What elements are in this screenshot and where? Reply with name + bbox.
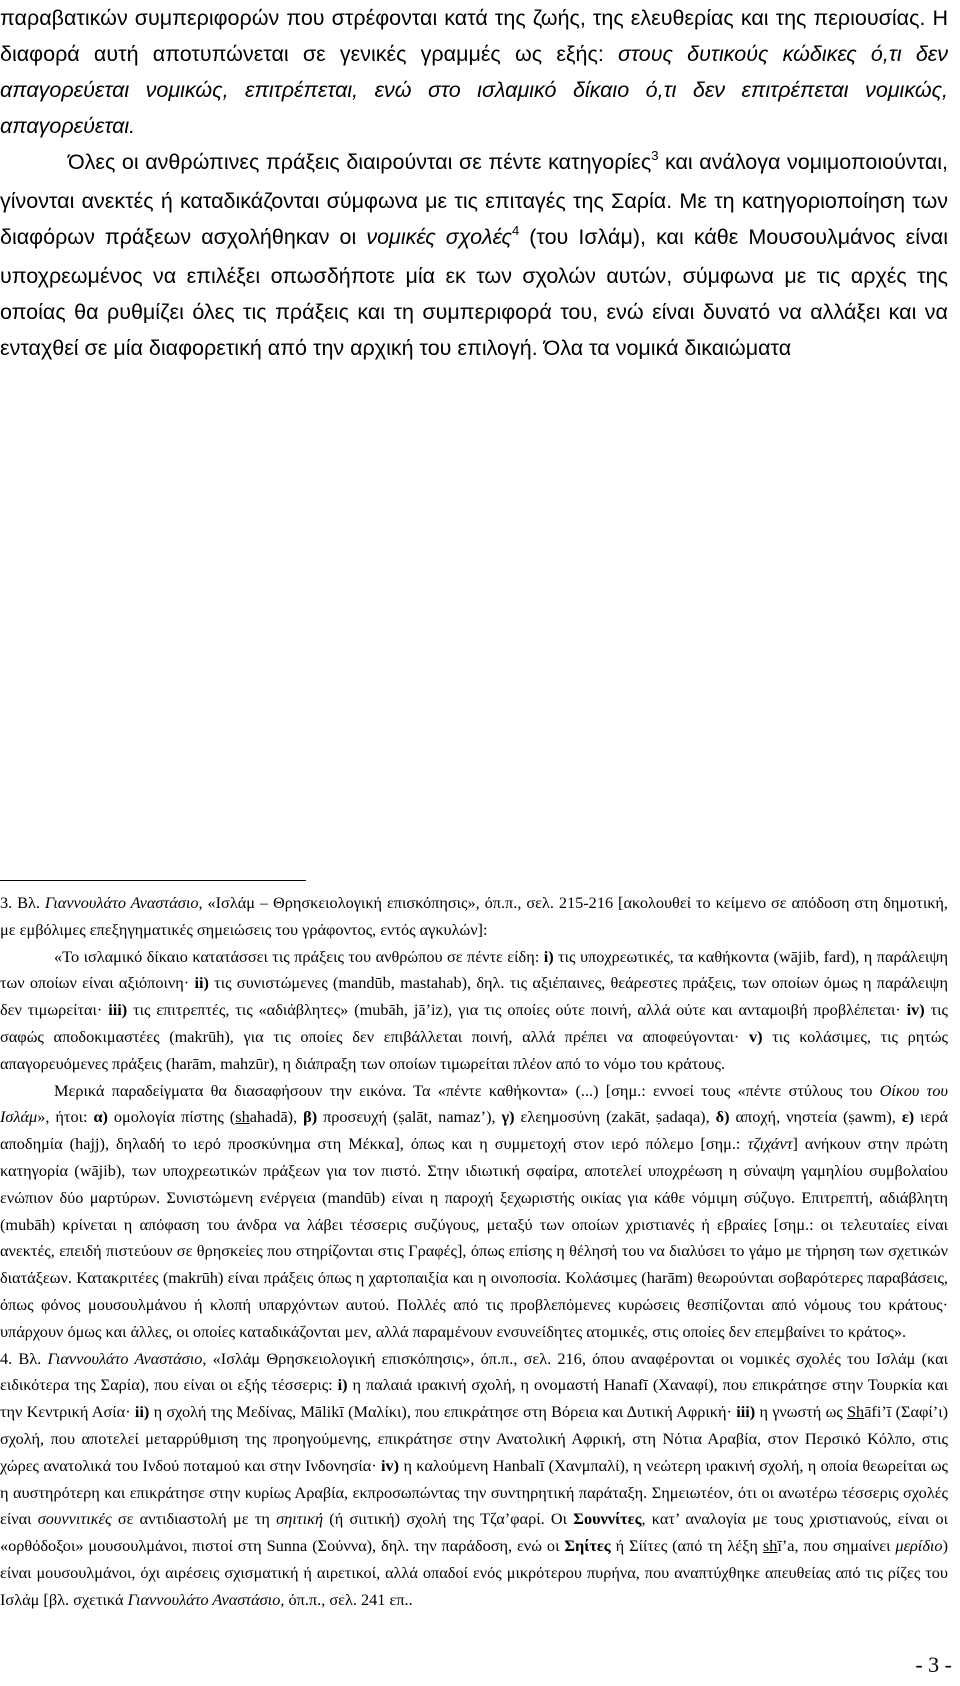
- text-run: āfi’ī (Σαφί’ι) σχολή, που αποτελεί μεταρρύθμιση της προηγούμενης, επικράτησε στην Ανατολική Αφρική, στη Νότια Αραβία, στον Περσικό Κόλπο, στις χώρες ανατολικά του Ινδού ποταμού και στην Ινδονησία·: [0, 1402, 949, 1475]
- text-run: τις υποχρεωτικές, τα καθήκοντα (wājib, fard), η παράλειψη των οποίων είναι αξιόποινη·: [0, 946, 948, 993]
- text-run: σε αντιδιαστολή με τη: [111, 1509, 277, 1529]
- text-run: ] ανήκουν στην πρώτη κατηγορία (wājib), των υποχρεωτικών πράξεων για τον πιστό. Στην ιδιωτική σφαίρα, αποτελεί υποχρέωση η σύναψη γαμηλίου συμβολαίου ενώπιον δύο μαρτύρων. Συνιστώμενη ενέργεια (mandūb) είναι η παροχή ξεχωριστής οικίας για κάθε νόμιμη σύζυγο. Επιτρεπτή, αδιάβλητη (mubāh) κρίνεται η απόφαση του άνδρα να λάβει τέσσερις συζύγους, μεταξύ των οποίων χριστιανές ή εβραίες [σημ.: οι τελευταίες είναι ανεκτές, επειδή πιστεύουν σε θρησκείες που στηρίζονται στις Γραφές], όπως επίσης η θέλησή του να διαλύσει το γάμο με τήρηση των σχετικών διατάξεων. Κατακριτέες (makrūh) είναι πράξεις όπως η χαρτοπαιξία και η οινοποσία. Κολάσιμες (harām) θεωρούνται σοβαρότερες παραβάσεις, όπως φόνος μουσουλμάνου ή κλοπή υπαρχόντων αυτού. Πολλές από τις προβλεπόμενες κυρώσεις θεσπίζονται από νόμους του κράτους· υπάρχουν όμως και άλλες, οι οποίες καταδικάζονται μεν, αλλά παραμένουν ενσυνείδητες ατομικές, στις οποίες δεν επεμβαίνει το κράτος».: [0, 1134, 948, 1341]
- paragraph-2: [0, 144, 948, 366]
- text-run: , όπ.π., σελ. 241 επ..: [280, 1589, 413, 1609]
- enum-marker: γ): [501, 1107, 515, 1127]
- text-run: η σχολή της Μεδίνας, Mālikī (Μαλίκι), που επικράτησε στη Βόρεια και Δυτική Αφρική·: [149, 1402, 737, 1422]
- bold-term: Σουννίτες: [573, 1509, 642, 1529]
- enum-marker: ε): [901, 1107, 915, 1127]
- footnote-3-quote: [0, 944, 948, 1078]
- italic-text: σηιτική: [276, 1509, 324, 1529]
- text-run: ιερά αποδημία (hajj), δηλαδή το ιερό προσκύνημα στη Μέκκα], όπως και η συμμετοχή στον ιερό πόλεμο [σημ.:: [0, 1107, 949, 1154]
- italic-text: μερίδιο: [895, 1536, 943, 1556]
- page-number: - 3 -: [915, 1652, 952, 1677]
- text-run: η καλούμενη Hanbalī (Χανμπαλί), η νεώτερη ιρακινή σχολή, η οποία θεωρείται ως η αυστηρότερη και επικράτησε στην κυρίως Αραβία, εκπροσωπώντας την συντηρητική παράταξη. Σημειωτέον, ότι οι ανωτέρω τέσσερις σχολές είναι: [0, 1455, 948, 1529]
- text-run: ī’a, που σημαίνει: [777, 1536, 896, 1556]
- bold-term: Σηίτες: [564, 1536, 611, 1556]
- text-run: παραβατικών συμπεριφορών που στρέφονται κατά της ζωής, της ελευθερίας και της περιουσίας. Η διαφορά αυτή αποτυπώνεται σε γενικές γραμμές ως εξής:: [0, 6, 948, 66]
- text-run: αποχή, νηστεία (ṣawm),: [729, 1107, 902, 1127]
- italic-text: τζιχάντ: [747, 1134, 793, 1154]
- italic-text: στους δυτικούς κώδικες ό,τι δεν απαγορεύεται νομικώς, επιτρέπεται, ενώ στο ισλαμικό δίκαιο ό,τι δεν επιτρέπεται νομικώς, απαγορεύεται.: [0, 42, 948, 138]
- text-run: (του Ισλάμ), και κάθε Μουσουλμάνος είναι υποχρεωμένος να επιλέξει οπωσδήποτε μία εκ των σχολών αυτών, σύμφωνα με τις αρχές της οποίας θα ρυθμίζει όλες τις πράξεις και τη συμπεριφορά του, ενώ είναι δυνατό να αλλάξει και να ενταχθεί σε μία διαφορετική από την αρχική του επιλογή. Όλα τα νομικά δικαιώματα: [0, 225, 948, 360]
- enum-marker: iv): [906, 1000, 925, 1020]
- enum-marker: v): [748, 1026, 763, 1046]
- text-run: τις κολάσιμες, τις ρητώς απαγορευόμενες πράξεις (harām, mahzūr), η διάπραξη των οποίων τιμωρείται πλέον από το νόμο του κράτους.: [0, 1026, 948, 1073]
- author-name: Γιαννουλάτο Αναστάσιο: [127, 1589, 281, 1609]
- text-run: ή Σίίτες (από τη λέξη: [610, 1536, 763, 1556]
- author-name: Γιαννουλάτο Αναστάσιο: [44, 893, 199, 912]
- enum-marker: i): [543, 946, 554, 966]
- enum-marker: ii): [134, 1402, 150, 1422]
- author-name: Γιαννουλάτο Αναστάσιο: [47, 1348, 203, 1368]
- footnote-ref-3[interactable]: 3: [651, 148, 659, 163]
- footnote-ref-4[interactable]: 4: [511, 223, 520, 238]
- enum-marker: iii): [108, 1000, 128, 1020]
- footnote-3: [0, 890, 948, 944]
- italic-text: Οίκου του Ισλάμ: [0, 1080, 948, 1127]
- text-run: Όλες οι ανθρώπινες πράξεις διαιρούνται σε πέντε κατηγορίες: [68, 150, 652, 174]
- paragraph-1: [0, 0, 948, 144]
- text-run: (ή σιιτική) σχολή της Τζα’φαρί. Οι: [323, 1509, 574, 1529]
- note-number: 3. Βλ.: [0, 893, 45, 912]
- text-run: προσευχή (ṣalāt, namaz’),: [317, 1107, 502, 1127]
- text-run: ελεημοσύνη (zakāt, ṣadaqa),: [514, 1107, 716, 1127]
- text-run: η γνωστή ως: [755, 1402, 847, 1422]
- text-run: η παλαιά ιρακινή σχολή, η ονομαστή Hanafī (Χαναφί), που επικράτησε στην Τουρκία και την Κεντρική Ασία·: [0, 1375, 948, 1422]
- footnote-4: [0, 1346, 948, 1614]
- underlined-text: Sh: [847, 1402, 865, 1422]
- text-run: «Το ισλαμικό δίκαιο κατατάσσει τις πράξεις του ανθρώπου σε πέντε είδη:: [54, 946, 544, 966]
- enum-marker: i): [337, 1375, 348, 1395]
- text-run: ahadā),: [249, 1107, 304, 1127]
- text-run: », ήτοι:: [37, 1107, 94, 1127]
- enum-marker: iv): [381, 1455, 400, 1475]
- text-run: , «Ισλάμ – Θρησκειολογική επισκόπησις», όπ.π., σελ. 215-216 [ακολουθεί το κείμενο σε απόδοση στη δημοτική, με εμβόλιμες επεξηγηματικές σημειώσεις του γράφοντος, εντός αγκυλών]:: [0, 893, 948, 939]
- italic-text: νομικές σχολές: [366, 225, 512, 249]
- text-run: , «Ισλάμ Θρησκειολογική επισκόπησις», όπ.π., σελ. 216, όπου αναφέρονται οι νομικές σχολές του Ισλάμ (και ειδικότερα της Σαρία), που είναι οι εξής τέσσερις:: [0, 1348, 948, 1395]
- enum-marker: β): [303, 1107, 318, 1127]
- text-run: ) είναι μουσουλμάνοι, όχι αιρέσεις σχισματική ή αιρετικοί, αλλά οπαδοί ενός μικρότερου πυρήνα, που αναπτύχθηκε απευθείας από τις ρίζες του Ισλάμ [βλ. σχετικά: [0, 1536, 948, 1609]
- text-run: τις επιτρεπτές, τις «αδιάβλητες» (mubāh, jā’iz), για τις οποίες ούτε ποινή, αλλά ούτε και ανταμοιβή προβλέπεται·: [127, 1000, 907, 1020]
- footnote-3-examples: [0, 1078, 948, 1346]
- main-text: [0, 0, 948, 366]
- enum-marker: δ): [715, 1107, 730, 1127]
- enum-marker: iii): [736, 1402, 756, 1422]
- footnote-separator: [0, 880, 306, 881]
- text-run: τις σαφώς αποδοκιμαστέες (makrūh), για τις οποίες δεν επιβάλλεται ποινή, αλλά πρέπει να αποφεύγονται·: [0, 1000, 948, 1046]
- text-run: τις συνιστώμενες (mandūb, mastahab), δηλ. τις αξιέπαινες, θεάρεστες πράξεις, των οποίων όμως η παράλειψη δεν τιμωρείται·: [0, 973, 948, 1020]
- underlined-text: sh: [762, 1536, 778, 1556]
- italic-text: σουννιτικές: [37, 1509, 112, 1529]
- text-run: , κατ’ αναλογία με τους χριστιανούς, είναι οι «ορθόδοξοι» μουσουλμάνοι, πιστοί στη Sunna (Σούννα), δηλ. την παράδοση, ενώ οι: [0, 1509, 949, 1556]
- footnotes: [0, 890, 948, 1614]
- text-run: ομολογία πίστης (: [107, 1107, 236, 1127]
- note-number: 4. Βλ.: [0, 1348, 48, 1368]
- enum-marker: ii): [194, 973, 209, 993]
- enum-marker: α): [93, 1107, 108, 1127]
- underlined-text: sh: [235, 1107, 250, 1127]
- text-run: και ανάλογα νομιμοποιούνται, γίνονται ανεκτές ή καταδικάζονται σύμφωνα με τις επιταγές της Σαρία. Με τη κατηγοριοποίηση των διαφόρων πράξεων ασχολήθηκαν οι: [0, 150, 949, 249]
- text-run: Μερικά παραδείγματα θα διασαφήσουν την εικόνα. Τα «πέντε καθήκοντα» (...) [σημ.: εννοεί τους «πέντε στύλους του: [54, 1080, 880, 1100]
